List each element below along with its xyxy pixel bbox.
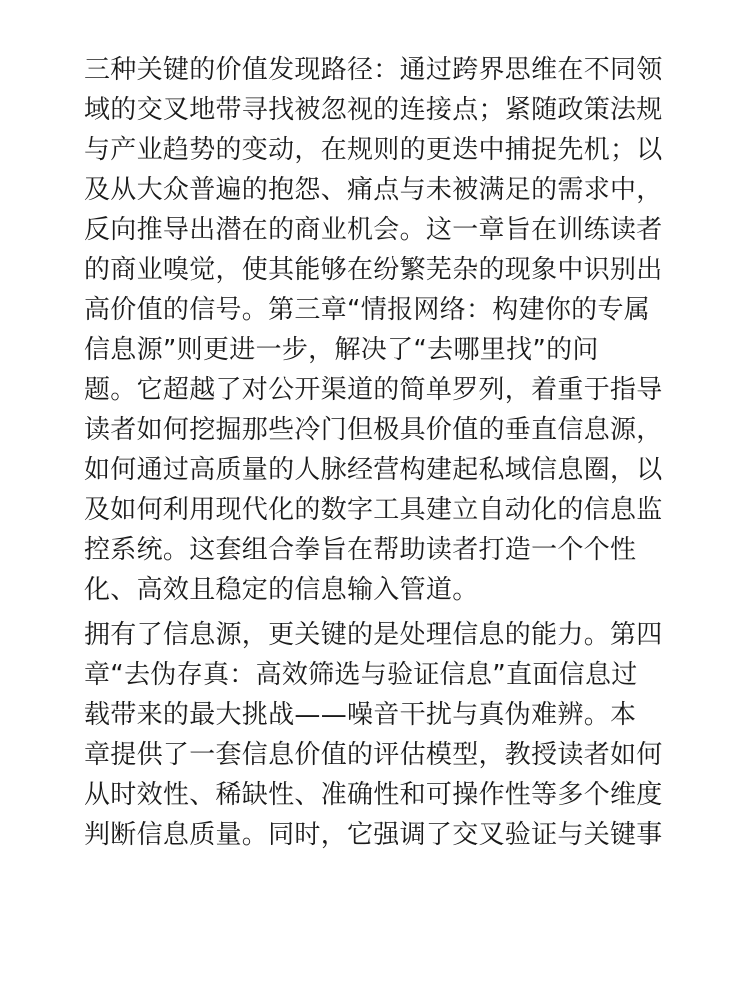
text-line: 反向推导出潜在的商业机会。这一章旨在训练读者 (84, 215, 663, 245)
text-line: 章提供了一套信息价值的评估模型，教授读者如何 (84, 740, 663, 770)
text-line: 题。它超越了对公开渠道的简单罗列，着重于指导 (84, 375, 663, 405)
body-paragraph (84, 615, 684, 855)
text-line: 的商业嗅觉，使其能够在纷繁芜杂的现象中识别出 (84, 255, 663, 285)
text-line: 控系统。这套组合拳旨在帮助读者打造一个个性 (84, 535, 637, 565)
text-line: 域的交叉地带寻找被忽视的连接点；紧随政策法规 (84, 95, 663, 125)
text-line: 如何通过高质量的人脉经营构建起私域信息圈，以 (84, 455, 663, 485)
text-line: 从时效性、稀缺性、准确性和可操作性等多个维度 (84, 780, 663, 810)
text-line: 三种关键的价值发现路径：通过跨界思维在不同领 (84, 55, 663, 85)
text-line: 及从大众普遍的抱怨、痛点与未被满足的需求中， (84, 175, 663, 205)
text-line: 化、高效且稳定的信息输入管道。 (84, 575, 479, 605)
text-line: 及如何利用现代化的数字工具建立自动化的信息监 (84, 495, 663, 525)
text-line: 高价值的信号。第三章“情报网络：构建你的专属 (84, 295, 651, 325)
text-line: 拥有了信息源，更关键的是处理信息的能力。第四 (84, 620, 663, 650)
text-line: 判断信息质量。同时，它强调了交叉验证与关键事 (84, 820, 663, 850)
body-paragraph (84, 50, 684, 610)
text-line: 信息源”则更进一步，解决了“去哪里找”的问 (84, 335, 599, 365)
text-line: 读者如何挖掘那些冷门但极具价值的垂直信息源， (84, 415, 663, 445)
text-line: 与产业趋势的变动，在规则的更迭中捕捉先机；以 (84, 135, 663, 165)
text-line: 载带来的最大挑战——噪音干扰与真伪难辨。本 (84, 700, 637, 730)
text-line: 章“去伪存真：高效筛选与验证信息”直面信息过 (84, 660, 638, 690)
